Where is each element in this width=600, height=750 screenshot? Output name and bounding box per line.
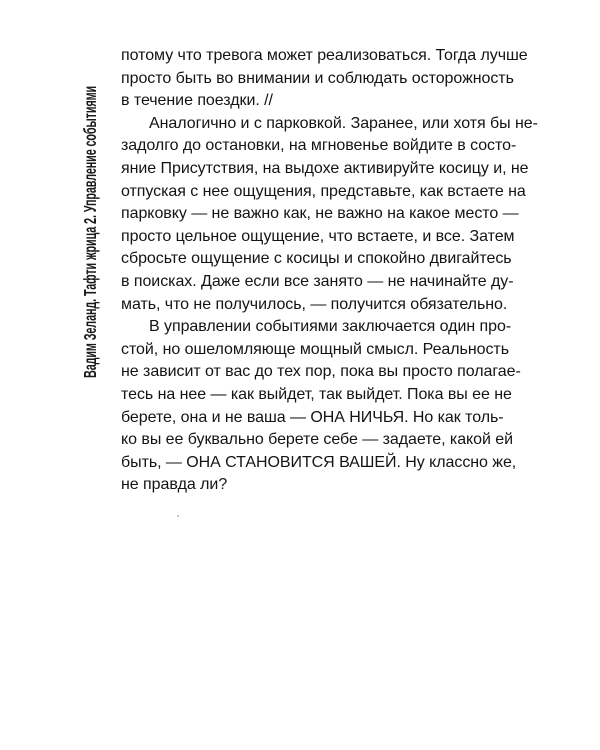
paragraph-2	[121, 113, 538, 316]
running-head-label: Вадим Зеланд. Тафти жрица 2. Управление событиями	[80, 85, 100, 378]
text-line: отпуская с нее ощущения, представьте, как встаете на	[121, 182, 526, 200]
running-head-text	[76, 38, 104, 378]
text-line: не правда ли?	[121, 476, 228, 494]
text-line: просто цельное ощущение, что встаете, и все. Затем	[121, 227, 515, 245]
text-line: тесь на нее — как выйдет, так выйдет. Пока вы ее не	[121, 385, 512, 403]
text-line: яние Присутствия, на выдохе активируйте косицу и, не	[121, 159, 529, 177]
text-line: парковку — не важно как, не важно на какое место —	[121, 205, 519, 223]
text-line: не зависит от вас до тех пор, пока вы просто полагае-	[121, 363, 521, 381]
running-head	[76, 38, 104, 378]
print-speck	[177, 515, 179, 517]
text-line: просто быть во внимании и соблюдать осторожность	[121, 69, 514, 87]
text-line: ко вы ее буквально берете себе — задаете, какой ей	[121, 431, 514, 449]
paragraph-1	[121, 45, 531, 113]
paragraph-3	[121, 316, 531, 497]
body-text	[121, 45, 538, 497]
text-line: стой, но ошеломляюще мощный смысл. Реальность	[121, 340, 509, 358]
text-line: задолго до остановки, на мгновенье войдите в состо-	[121, 137, 517, 155]
text-line: Аналогично и с парковкой. Заранее, или хотя бы не-	[149, 114, 538, 132]
text-line: сбросьте ощущение с косицы и спокойно двигайтесь	[121, 250, 512, 268]
text-line: потому что тревога может реализоваться. Тогда лучше	[121, 47, 528, 64]
text-line: мать, что не получилось, — получится обязательно.	[121, 295, 508, 313]
text-line: быть, — ОНА СТАНОВИТСЯ ВАШЕЙ. Ну классно же,	[121, 453, 517, 471]
text-line: берете, она и не ваша — ОНА НИЧЬЯ. Но как толь-	[121, 408, 504, 426]
text-line: в поисках. Даже если все занято — не начинайте ду-	[121, 272, 514, 290]
text-line: в течение поездки. //	[121, 92, 273, 110]
text-line: В управлении событиями заключается один про-	[149, 318, 512, 336]
